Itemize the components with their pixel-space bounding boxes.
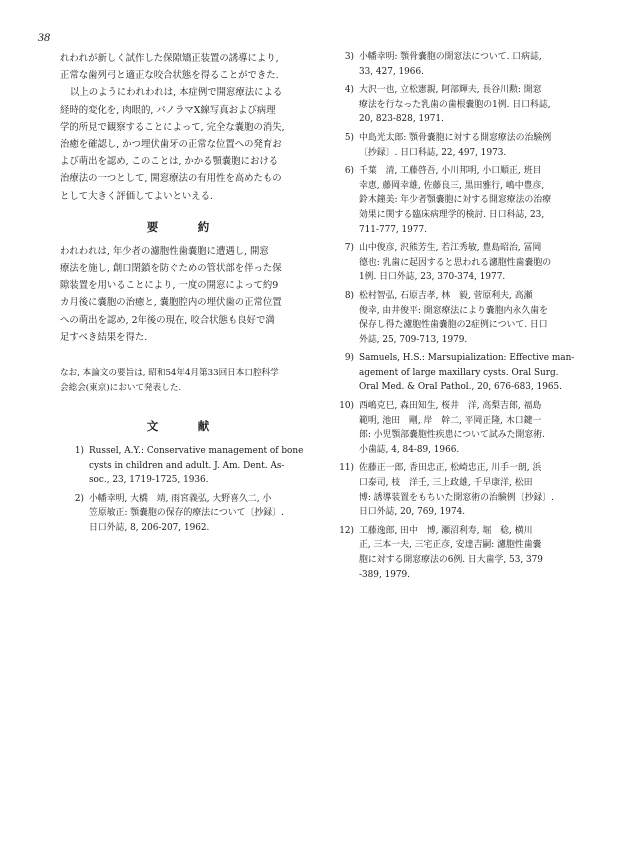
reference-item: [330, 241, 582, 285]
reference-text: Russel, A.Y.: Conservative management of bone cysts in children and adult. J. Am. Dent. As- soc., 23, 1719-1725, 1936.: [89, 446, 304, 486]
reference-number: 9): [344, 353, 354, 364]
reference-number: 12): [339, 525, 354, 536]
reference-item: [330, 524, 582, 582]
page-number: 38: [38, 30, 50, 44]
reference-text: 西嶋克巳, 森田知生, 桜井 洋, 高梨吉郎, 福島 範明, 池田 剛, 岸 幹二, 平岡正隆, 木口鍵一 郎: 小児顎部嚢胞性疾患について試みた開窓術. 小歯誌, 4, 84-89, 1966.: [359, 401, 545, 455]
reference-item: [330, 50, 582, 79]
body-paragraph-1: れわれが新しく試作した保隙矯正装置の誘導により, 正常な歯列弓と適正な咬合状態を得ることができた.: [60, 53, 279, 82]
reference-number: 3): [344, 52, 354, 62]
reference-item: [330, 83, 582, 127]
reference-text: 千葉 清, 工藤啓吾, 小川邦明, 小口順正, 班目 幸恵, 藤岡幸雄, 佐藤良三, 黒田雅行, 嶋中豊彦, 鈴木鐘美: 年少者顎嚢胞に対する開窓療法の治療 効果に関する臨床病理学的検討. 日口科誌, 23, 711-777, 1977.: [359, 166, 552, 235]
reference-text: 小幡幸明: 顎骨嚢胞の開窓法について. 口病誌, 33, 427, 1966.: [359, 52, 542, 77]
reference-list-right: [330, 50, 582, 582]
reference-text: 工藤逸郎, 田中 博, 瀬沼利寿, 堀 稔, 横川 正, 三本一夫, 三宅正彦, 安達吉嗣: 濾胞性歯嚢 胞に対する開窓療法の6例. 日大歯学, 53, 379 -389, 1979.: [359, 525, 543, 580]
right-column: [330, 50, 582, 582]
body-paragraph-2: 以上のようにわれわれは, 本症例で開窓療法による 経時的変化を, 肉眼的, パノラマX線写真および病理 学的所見で観察することによって, 完全な嚢胞の消失, 治癒を確認し, かつ埋伏歯牙の正常な位置への発育お よび萌出を認め, このことは, かかる顎嚢胞における 治療法の一つとして, 開窓療法の有用性を高めたもの として大きく評価してよいといえる.: [60, 87, 285, 202]
left-column: [60, 50, 310, 536]
reference-text: 小幡幸明, 大橋 靖, 雨宮義弘, 大野喜久二, 小 笠原敏正: 顎嚢胞の保存的療法について〔抄録〕. 日口外誌, 8, 206-207, 1962.: [89, 493, 284, 534]
reference-number: 4): [344, 85, 354, 96]
reference-item: [330, 399, 582, 457]
reference-number: 5): [344, 132, 354, 143]
reference-text: 佐藤正一郎, 香田忠正, 松崎忠正, 川手一朗, 浜 口泰司, 枝 洋壬, 三上政雄, 千早康洋, 松田 博: 誘導装置をもちいた開窓術の治験例〔抄録〕. 日口外誌, 20, 769, 1974.: [359, 463, 555, 518]
reference-text: 松村智弘, 石原吉孝, 林 毅, 菅原利夫, 高瀬 俊幸, 由井俊平: 開窓療法により嚢胞内永久歯を 保存し得た濾胞性歯嚢胞の2症例について. 日口 外誌, 25, 709-713, 1979.: [359, 290, 548, 345]
reference-number: 8): [344, 290, 354, 301]
presentation-note: なお, 本論文の要旨は, 昭和54年4月第33回日本口腔科学 会総会(東京)において発表した.: [60, 368, 279, 394]
reference-item: [60, 492, 310, 536]
reference-item: [330, 164, 582, 237]
reference-item: [330, 131, 582, 160]
reference-list-left: [60, 444, 310, 536]
reference-item: [60, 444, 310, 488]
reference-text: Samuels, H.S.: Marsupialization: Effective man- agement of large maxillary cysts. Oral Surg. Oral Med. & Oral Pathol., 20, 676-683, 1965.: [359, 353, 575, 393]
reference-number: 11): [339, 463, 354, 474]
reference-item: [330, 461, 582, 519]
summary-paragraph: われわれは, 年少者の濾胞性歯嚢胞に遭遇し, 開窓 療法を施し, 創口閉鎖を防ぐための管状部を伴った保 隙装置を用いることにより, 一度の開窓によって約9 カ月後に嚢胞の治癒と, 嚢胞腔内の埋伏歯の正常位置 への萌出を認め, 2年後の現在, 咬合状態も良好で満 足すべき結果を得た.: [60, 245, 282, 343]
reference-text: 中島光太郎: 顎骨嚢胞に対する開窓療法の治験例 〔抄録〕. 日口科誌, 22, 497, 1973.: [359, 132, 552, 158]
summary-heading: 要 約: [146, 219, 224, 234]
reference-item: [330, 351, 582, 395]
reference-number: 7): [344, 243, 354, 254]
reference-number: 10): [339, 401, 354, 412]
reference-number: 1): [74, 446, 84, 457]
reference-item: [330, 289, 582, 347]
reference-text: 大沢一也, 立松憲親, 阿部輝夫, 長谷川勲: 開窓 療法を行なった乳歯の歯根嚢胞の1例. 日口科誌, 20, 823-828, 1971.: [359, 85, 551, 125]
reference-number: 6): [344, 166, 354, 177]
reference-number: 2): [74, 493, 84, 504]
references-heading: 文 献: [146, 419, 224, 434]
reference-text: 山中俊彦, 沢熊芳生, 若江秀敏, 豊島昭治, 冨岡 德也: 乳歯に起因すると思われる濾胞性歯嚢胞の 1例. 日口外誌, 23, 370-374, 1977.: [359, 243, 552, 283]
